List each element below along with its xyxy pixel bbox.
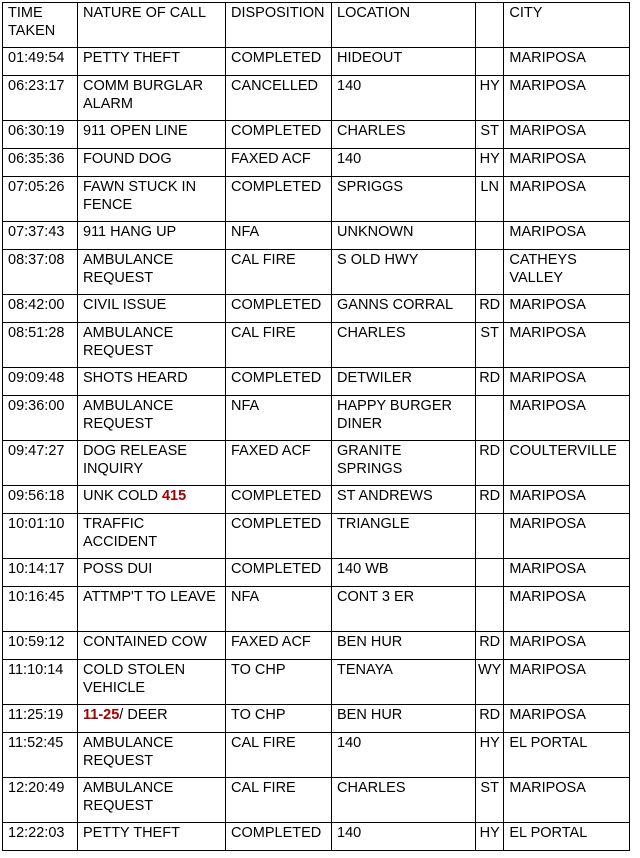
header-city: CITY (504, 3, 630, 48)
cell-city: MARIPOSA (504, 323, 630, 368)
cell-disposition: COMPLETED (226, 295, 332, 323)
cell-time: 10:14:17 (3, 559, 78, 587)
cell-disposition: CAL FIRE (226, 733, 332, 778)
cell-street-suffix: RD (476, 441, 504, 486)
cell-street-suffix (476, 587, 504, 632)
table-row (3, 368, 630, 396)
cell-time: 08:51:28 (3, 323, 78, 368)
table-row (3, 733, 630, 778)
cell-street-suffix: HY (476, 76, 504, 121)
cell-time: 11:10:14 (3, 660, 78, 705)
table-row (3, 149, 630, 177)
cell-street-suffix: WY (476, 660, 504, 705)
header-row (3, 3, 630, 48)
table-row (3, 441, 630, 486)
cell-city: MARIPOSA (504, 559, 630, 587)
cell-nature (78, 632, 226, 660)
cell-time: 12:22:03 (3, 823, 78, 851)
table-row (3, 660, 630, 705)
cell-disposition: COMPLETED (226, 486, 332, 514)
nature-text: PETTY THEFT (83, 825, 180, 841)
cell-location: 140 (332, 76, 476, 121)
table-row (3, 486, 630, 514)
cell-time: 07:05:26 (3, 177, 78, 222)
cell-location: CHARLES (332, 778, 476, 823)
table-row (3, 705, 630, 733)
cell-disposition: CANCELLED (226, 76, 332, 121)
cell-nature (78, 76, 226, 121)
cell-disposition: NFA (226, 222, 332, 250)
table-row (3, 823, 630, 851)
cell-time: 11:25:19 (3, 705, 78, 733)
cell-disposition: COMPLETED (226, 559, 332, 587)
cell-city: MARIPOSA (504, 705, 630, 733)
cell-time: 11:52:45 (3, 733, 78, 778)
cell-disposition: COMPLETED (226, 368, 332, 396)
cell-time: 10:16:45 (3, 587, 78, 632)
cell-nature (78, 733, 226, 778)
cell-street-suffix: RD (476, 705, 504, 733)
cell-location: ST ANDREWS (332, 486, 476, 514)
cell-nature (78, 295, 226, 323)
cell-nature (78, 368, 226, 396)
cell-location: SPRIGGS (332, 177, 476, 222)
nature-text: 911 HANG UP (83, 224, 177, 240)
cell-street-suffix: RD (476, 295, 504, 323)
cell-location: 140 (332, 823, 476, 851)
cell-nature (78, 486, 226, 514)
cell-street-suffix: ST (476, 121, 504, 149)
cell-location: CONT 3 ER (332, 587, 476, 632)
cell-nature (78, 250, 226, 295)
cell-disposition: COMPLETED (226, 177, 332, 222)
table-row (3, 323, 630, 368)
cell-street-suffix (476, 222, 504, 250)
cell-city: MARIPOSA (504, 368, 630, 396)
cell-time: 09:09:48 (3, 368, 78, 396)
cell-nature (78, 514, 226, 559)
cell-nature (78, 396, 226, 441)
cell-nature (78, 121, 226, 149)
call-log-table (2, 2, 630, 851)
cell-street-suffix: RD (476, 632, 504, 660)
table-row (3, 587, 630, 632)
cell-time: 06:23:17 (3, 76, 78, 121)
cell-location: TRIANGLE (332, 514, 476, 559)
table-row (3, 559, 630, 587)
cell-location: BEN HUR (332, 705, 476, 733)
table-row (3, 76, 630, 121)
cell-city: MARIPOSA (504, 121, 630, 149)
header-time: TIME TAKEN (3, 3, 78, 48)
nature-text: ATTMP'T TO LEAVE (83, 589, 216, 605)
cell-city: MARIPOSA (504, 396, 630, 441)
nature-text: 911 OPEN LINE (83, 123, 188, 139)
nature-text: SHOTS HEARD (83, 370, 188, 386)
nature-text: AMBULANCE REQUEST (83, 252, 174, 286)
nature-text: COLD STOLEN VEHICLE (83, 662, 186, 696)
nature-text: FAWN STUCK IN FENCE (83, 179, 197, 213)
cell-disposition: COMPLETED (226, 121, 332, 149)
cell-time: 10:59:12 (3, 632, 78, 660)
cell-location: S OLD HWY (332, 250, 476, 295)
cell-nature (78, 823, 226, 851)
nature-text: CIVIL ISSUE (83, 297, 167, 313)
cell-disposition: FAXED ACF (226, 441, 332, 486)
cell-time: 01:49:54 (3, 48, 78, 76)
cell-disposition: NFA (226, 396, 332, 441)
cell-city: MARIPOSA (504, 149, 630, 177)
cell-location: GRANITE SPRINGS (332, 441, 476, 486)
cell-disposition: NFA (226, 587, 332, 632)
cell-city: MARIPOSA (504, 295, 630, 323)
cell-location: CHARLES (332, 121, 476, 149)
cell-location: BEN HUR (332, 632, 476, 660)
cell-location: 140 (332, 733, 476, 778)
cell-time: 09:56:18 (3, 486, 78, 514)
cell-city: MARIPOSA (504, 76, 630, 121)
cell-nature (78, 660, 226, 705)
cell-city: MARIPOSA (504, 177, 630, 222)
cell-street-suffix: ST (476, 778, 504, 823)
cell-disposition: COMPLETED (226, 823, 332, 851)
nature-text: FOUND DOG (83, 151, 172, 167)
cell-city: MARIPOSA (504, 514, 630, 559)
header-nature: NATURE OF CALL (78, 3, 226, 48)
table-row (3, 514, 630, 559)
cell-disposition: TO CHP (226, 660, 332, 705)
cell-street-suffix: ST (476, 323, 504, 368)
cell-location: HIDEOUT (332, 48, 476, 76)
cell-nature (78, 222, 226, 250)
cell-location: GANNS CORRAL (332, 295, 476, 323)
cell-nature (78, 778, 226, 823)
nature-text: AMBULANCE REQUEST (83, 325, 174, 359)
cell-city: CATHEYS VALLEY (504, 250, 630, 295)
cell-nature (78, 441, 226, 486)
cell-street-suffix: HY (476, 149, 504, 177)
cell-city: MARIPOSA (504, 48, 630, 76)
cell-street-suffix: LN (476, 177, 504, 222)
nature-text: AMBULANCE REQUEST (83, 735, 174, 769)
cell-city: COULTERVILLE (504, 441, 630, 486)
cell-disposition: TO CHP (226, 705, 332, 733)
cell-nature (78, 149, 226, 177)
table-row (3, 222, 630, 250)
table-row (3, 121, 630, 149)
table-row (3, 778, 630, 823)
cell-location: CHARLES (332, 323, 476, 368)
nature-text: DOG RELEASE INQUIRY (83, 443, 187, 477)
nature-text: CONTAINED COW (83, 634, 207, 650)
nature-text: AMBULANCE REQUEST (83, 398, 174, 432)
cell-location: HAPPY BURGER DINER (332, 396, 476, 441)
cell-disposition: FAXED ACF (226, 149, 332, 177)
cell-city: EL PORTAL (504, 823, 630, 851)
nature-text: POSS DUI (83, 561, 153, 577)
cell-location: TENAYA (332, 660, 476, 705)
cell-city: MARIPOSA (504, 222, 630, 250)
table-row (3, 396, 630, 441)
cell-disposition: FAXED ACF (226, 632, 332, 660)
cell-city: EL PORTAL (504, 733, 630, 778)
cell-street-suffix: RD (476, 486, 504, 514)
cell-city: MARIPOSA (504, 660, 630, 705)
cell-disposition: COMPLETED (226, 48, 332, 76)
cell-city: MARIPOSA (504, 587, 630, 632)
cell-location: 140 WB (332, 559, 476, 587)
cell-time: 06:35:36 (3, 149, 78, 177)
cell-time: 08:37:08 (3, 250, 78, 295)
cell-disposition: CAL FIRE (226, 250, 332, 295)
cell-time: 09:47:27 (3, 441, 78, 486)
cell-street-suffix: HY (476, 733, 504, 778)
cell-time: 07:37:43 (3, 222, 78, 250)
cell-nature (78, 705, 226, 733)
nature-text: UNK COLD (83, 488, 162, 504)
cell-street-suffix (476, 250, 504, 295)
table-row (3, 295, 630, 323)
header-location: LOCATION (332, 3, 476, 48)
cell-location: DETWILER (332, 368, 476, 396)
cell-nature (78, 48, 226, 76)
nature-text: COMM BURGLAR ALARM (83, 78, 204, 112)
cell-nature (78, 323, 226, 368)
nature-code: 11-25 (83, 707, 120, 723)
cell-location: UNKNOWN (332, 222, 476, 250)
nature-suffix: / DEER (119, 707, 168, 723)
table-row (3, 48, 630, 76)
cell-time: 09:36:00 (3, 396, 78, 441)
cell-city: MARIPOSA (504, 778, 630, 823)
cell-time: 08:42:00 (3, 295, 78, 323)
cell-street-suffix (476, 48, 504, 76)
nature-text: TRAFFIC ACCIDENT (83, 516, 158, 550)
cell-location: 140 (332, 149, 476, 177)
header-suffix (476, 3, 504, 48)
cell-time: 12:20:49 (3, 778, 78, 823)
cell-street-suffix: RD (476, 368, 504, 396)
cell-disposition: CAL FIRE (226, 323, 332, 368)
nature-code: 415 (161, 488, 187, 504)
nature-text: PETTY THEFT (83, 50, 180, 66)
table-row (3, 250, 630, 295)
cell-time: 10:01:10 (3, 514, 78, 559)
cell-disposition: CAL FIRE (226, 778, 332, 823)
cell-time: 06:30:19 (3, 121, 78, 149)
cell-nature (78, 587, 226, 632)
cell-nature (78, 559, 226, 587)
cell-disposition: COMPLETED (226, 514, 332, 559)
table-row (3, 632, 630, 660)
nature-text: AMBULANCE REQUEST (83, 780, 174, 814)
header-disposition: DISPOSITION (226, 3, 332, 48)
cell-city: MARIPOSA (504, 486, 630, 514)
cell-street-suffix (476, 396, 504, 441)
cell-city: MARIPOSA (504, 632, 630, 660)
cell-street-suffix (476, 514, 504, 559)
cell-street-suffix (476, 559, 504, 587)
cell-street-suffix: HY (476, 823, 504, 851)
table-row (3, 177, 630, 222)
cell-nature (78, 177, 226, 222)
